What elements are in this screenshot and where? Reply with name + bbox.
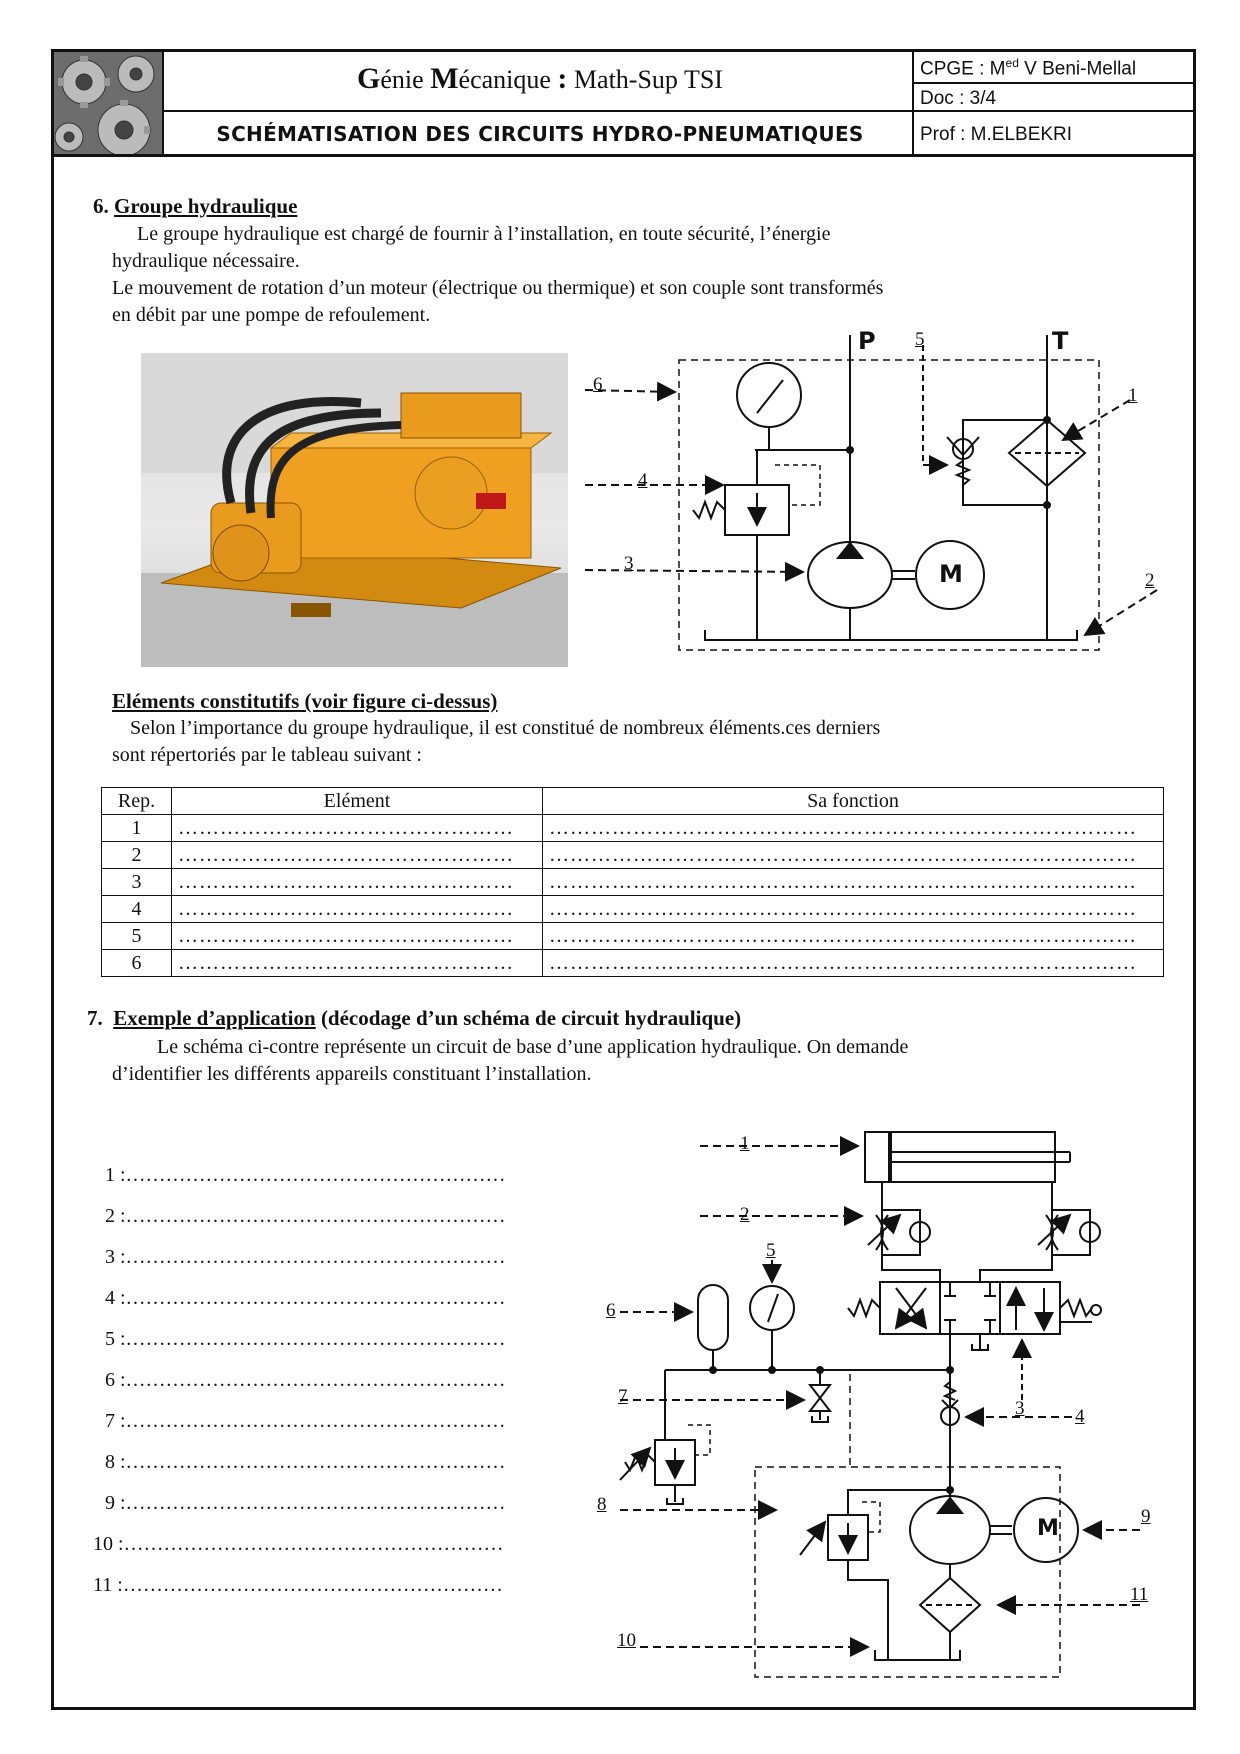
table-cell: 4 (102, 896, 172, 923)
fig2-label-5: 5 (766, 1240, 776, 1261)
motor-label: M (939, 560, 963, 588)
section6-p1-line1: Le groupe hydraulique est chargé de fournir à l’installation, en toute sécurité, l’énergie (137, 223, 831, 245)
hydraulic-group-schematic (585, 325, 1165, 665)
answer-line[interactable]: 2 :………………………………………………… (105, 1205, 506, 1227)
answer-line[interactable]: 6 :………………………………………………… (105, 1369, 506, 1391)
table-cell[interactable]: ………………………………………… (172, 869, 543, 896)
table-cell: 1 (102, 815, 172, 842)
section6-p2-line2: en débit par une pompe de refoulement. (112, 304, 431, 326)
port-t-label: T (1052, 327, 1069, 355)
motor-label: M (1037, 1516, 1059, 1541)
table-cell[interactable]: ………………………………………………………………………… (543, 896, 1164, 923)
cylinder-symbol (865, 1132, 1055, 1182)
fig2-label-6: 6 (606, 1300, 616, 1321)
table-cell: 5 (102, 923, 172, 950)
table-header-cell: Sa fonction (543, 788, 1164, 815)
fig2-label-9: 9 (1141, 1506, 1151, 1527)
table-row (102, 815, 1164, 842)
header-divider (912, 82, 1196, 84)
elements-heading: Eléments constitutifs (voir figure ci-dessus) (112, 689, 498, 713)
page-subtitle: SCHÉMATISATION DES CIRCUITS HYDRO-PNEUMATIQUES (216, 122, 864, 146)
section7-p-line1: Le schéma ci-contre représente un circuit de base d’une application hydraulique. On demande (157, 1036, 909, 1058)
answer-line[interactable]: 8 :………………………………………………… (105, 1451, 506, 1473)
table-cell[interactable]: ………………………………………… (172, 923, 543, 950)
answer-line[interactable]: 7 :………………………………………………… (105, 1410, 506, 1432)
answer-line[interactable]: 9 :………………………………………………… (105, 1492, 506, 1514)
table-cell[interactable]: ………………………………………………………………………… (543, 950, 1164, 977)
fig1-label-3: 3 (624, 553, 634, 574)
port-p-label: P (858, 327, 876, 355)
table-header-cell: Elément (172, 788, 543, 815)
section6-heading: 6. Groupe hydraulique (93, 194, 298, 218)
power-unit-enclosure (755, 1467, 1060, 1677)
table-header-cell: Rep. (102, 788, 172, 815)
gears-icon (54, 52, 162, 154)
table-cell[interactable]: ………………………………………………………………………… (543, 923, 1164, 950)
elements-p-line1: Selon l’importance du groupe hydraulique, il est constitué de nombreux éléments.ces derniers (130, 717, 881, 739)
table-cell[interactable]: ………………………………………… (172, 842, 543, 869)
hydraulic-unit-photo (141, 353, 568, 667)
table-row (102, 950, 1164, 977)
fig2-label-3: 3 (1015, 1398, 1025, 1419)
fig2-label-11: 11 (1130, 1584, 1149, 1605)
elements-table (101, 787, 1164, 977)
fig2-label-2: 2 (740, 1204, 750, 1225)
gears-logo (54, 52, 162, 154)
application-circuit-schematic (600, 1110, 1180, 1690)
gauge-symbol (737, 363, 801, 427)
fig1-label-1: 1 (1128, 385, 1138, 406)
table-cell[interactable]: ………………………………………………………………………… (543, 815, 1164, 842)
section7-heading: 7. Exemple d’application (décodage d’un schéma de circuit hydraulique) (87, 1006, 742, 1030)
answer-line[interactable]: 11 :………………………………………………… (93, 1574, 503, 1596)
school-label: CPGE : $M^{ed}$ V Beni-Mellal (920, 56, 1137, 80)
answer-line[interactable]: 10 :………………………………………………… (93, 1533, 504, 1555)
table-cell[interactable]: ………………………………………………………………………… (543, 869, 1164, 896)
elements-p-line2: sont répertoriés par le tableau suivant : (112, 744, 422, 766)
prof-label: Prof : M.ELBEKRI (920, 124, 1073, 145)
doc-label: Doc : 3/4 (920, 88, 997, 109)
table-row (102, 923, 1164, 950)
answer-line[interactable]: 1 :………………………………………………… (105, 1164, 506, 1186)
page-title: Génie Mécanique : Math-Sup TSI (357, 62, 723, 95)
fig2-label-10: 10 (617, 1630, 636, 1651)
table-cell[interactable]: ………………………………………… (172, 896, 543, 923)
table-row (102, 869, 1164, 896)
fig2-label-8: 8 (597, 1494, 607, 1515)
section7-p-line2: d’identifier les différents appareils constituant l’installation. (112, 1063, 592, 1085)
fig1-label-4: 4 (638, 470, 648, 491)
fig2-label-4: 4 (1075, 1406, 1085, 1427)
fig2-label-7: 7 (618, 1386, 628, 1407)
fig2-label-1: 1 (740, 1133, 750, 1154)
table-cell: 2 (102, 842, 172, 869)
table-row (102, 896, 1164, 923)
answer-list (93, 1164, 506, 1615)
fig1-label-2: 2 (1145, 570, 1155, 591)
table-header-row (102, 788, 1164, 815)
hydraulic-unit-image (141, 353, 568, 667)
fig1-label-5: 5 (915, 329, 925, 350)
table-row (102, 842, 1164, 869)
header-divider (162, 49, 164, 157)
tank-symbol (705, 630, 1077, 640)
table-cell[interactable]: ………………………………………………………………………… (543, 842, 1164, 869)
answer-line[interactable]: 4 :………………………………………………… (105, 1287, 506, 1309)
table-cell[interactable]: ………………………………………… (172, 950, 543, 977)
table-cell: 6 (102, 950, 172, 977)
fig1-label-6: 6 (593, 374, 603, 395)
table-cell[interactable]: ………………………………………… (172, 815, 543, 842)
section6-p1-line2: hydraulique nécessaire. (112, 250, 300, 272)
header-divider (162, 110, 1196, 112)
table-cell: 3 (102, 869, 172, 896)
answer-line[interactable]: 5 :………………………………………………… (105, 1328, 506, 1350)
section6-p2-line1: Le mouvement de rotation d’un moteur (électrique ou thermique) et son couple sont transformés (112, 277, 884, 299)
answer-line[interactable]: 3 :………………………………………………… (105, 1246, 506, 1268)
accumulator-symbol (698, 1285, 728, 1350)
